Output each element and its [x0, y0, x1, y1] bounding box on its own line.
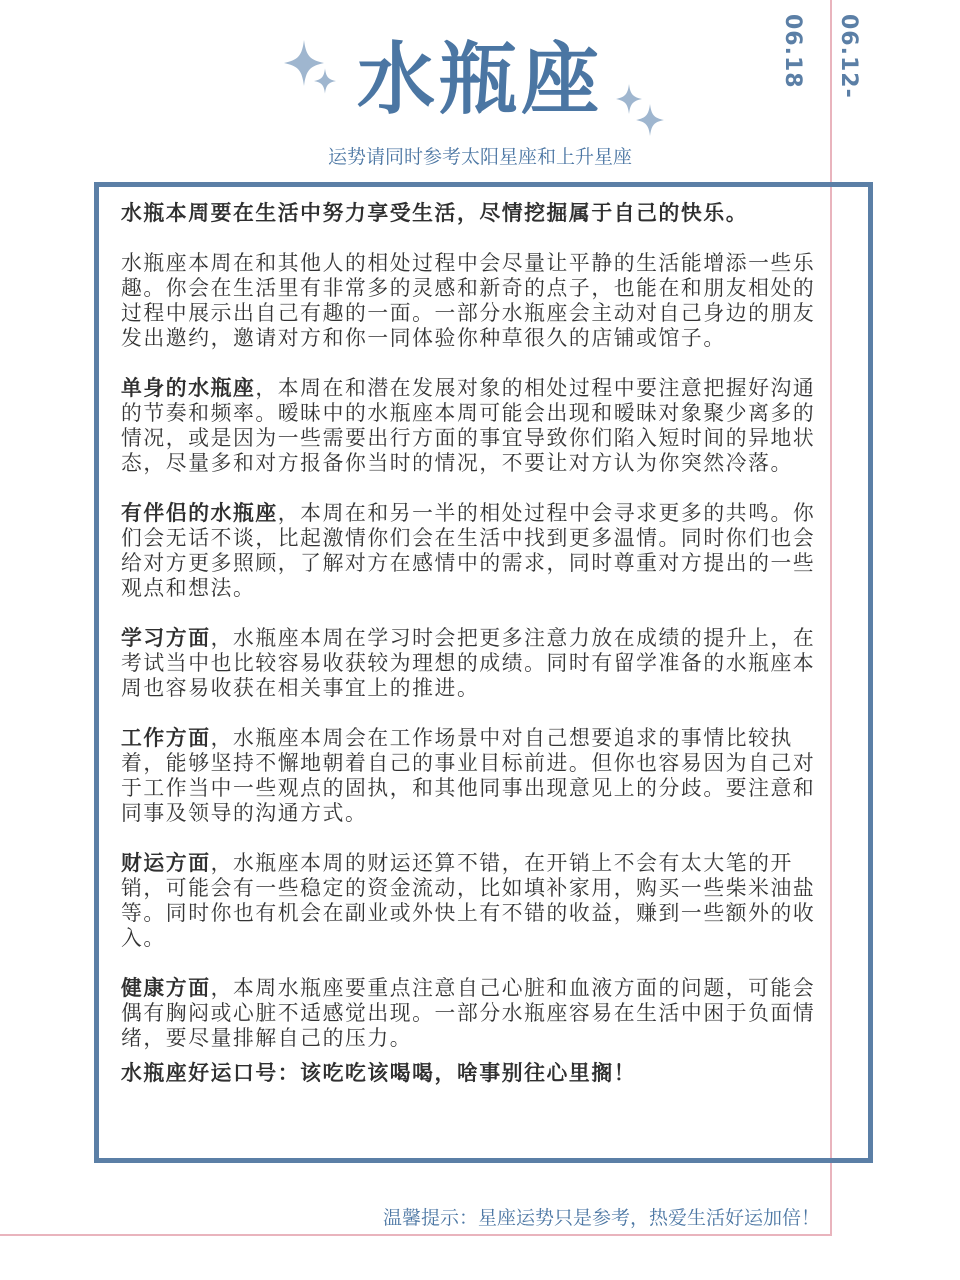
- section-label: 有伴侣的水瓶座: [121, 501, 278, 525]
- section-health: 健康方面，本周水瓶座要重点注意自己心脏和血液方面的问题，可能会偶有胸闷或心脏不适感觉出现。一部分水瓶座容易在生活中困于负面情绪，要尽量排解自己的压力。: [121, 976, 816, 1050]
- section-wealth: 财运方面，水瓶座本周的财运还算不错，在开销上不会有太大笔的开销，可能会有一些稳定的资金流动，比如填补家用，购买一些柴米油盐等。同时你也有机会在副业或外快上有不错的收益，赚到一些额外的收入。: [121, 851, 816, 950]
- section-work: 工作方面，水瓶座本周会在工作场景中对自己想要追求的事情比较执着，能够坚持不懈地朝着自己的事业目标前进。但你也容易因为自己对于工作当中一些观点的固执，和其他同事出现意见上的分歧。要注意和同事及领导的沟通方式。: [121, 726, 816, 825]
- article-body: [121, 201, 821, 1111]
- lucky-slogan: 水瓶座好运口号：该吃吃该喝喝，啥事别往心里搁！: [121, 1061, 637, 1085]
- content-box: [94, 182, 873, 1163]
- section-label: 单身的水瓶座: [121, 376, 256, 400]
- section-label: 工作方面: [121, 726, 211, 750]
- section-partnered: 有伴侣的水瓶座，本周在和另一半的相处过程中会寻求更多的共鸣。你们会无话不谈，比起激情你们会在生活中找到更多温情。同时你们也会给对方更多照顾，了解对方在感情中的需求，同时尊重对方提出的一些观点和想法。: [121, 501, 816, 600]
- date-range: 06.12-06.18: [780, 14, 861, 99]
- sparkle-icon: [636, 104, 664, 136]
- section-label: 健康方面: [121, 976, 211, 1000]
- section-label: 学习方面: [121, 626, 211, 650]
- section-label: 财运方面: [121, 851, 211, 875]
- pink-horizontal-line: [0, 1234, 832, 1236]
- page-title: 水瓶座: [356, 35, 603, 125]
- footer-tip: 温馨提示：星座运势只是参考，热爱生活好运加倍！: [382, 1207, 820, 1229]
- section-study: 学习方面，水瓶座本周在学习时会把更多注意力放在成绩的提升上，在考试当中也比较容易收获较为理想的成绩。同时有留学准备的水瓶座本周也容易收获在相关事宜上的推进。: [121, 626, 816, 700]
- subtitle: 运势请同时参考太阳星座和上升星座: [327, 146, 632, 168]
- section-single: 单身的水瓶座，本周在和潜在发展对象的相处过程中要注意把握好沟通的节奏和频率。暧昧中的水瓶座本周可能会出现和暧昧对象聚少离多的情况，或是因为一些需要出行方面的事宜导致你们陷入短时间的异地状态，尽量多和对方报备你当时的情况，不要让对方认为你突然冷落。: [121, 376, 816, 475]
- intro-paragraph: 水瓶座本周在和其他人的相处过程中会尽量让平静的生活能增添一些乐趣。你会在生活里有非常多的灵感和新奇的点子，也能在和朋友相处的过程中展示出自己有趣的一面。一部分水瓶座会主动对自己身边的朋友发出邀约，邀请对方和你一同体验你种草很久的店铺或馆子。: [121, 251, 816, 350]
- intro-heading: 水瓶本周要在生活中努力享受生活，尽情挖掘属于自己的快乐。: [121, 201, 749, 225]
